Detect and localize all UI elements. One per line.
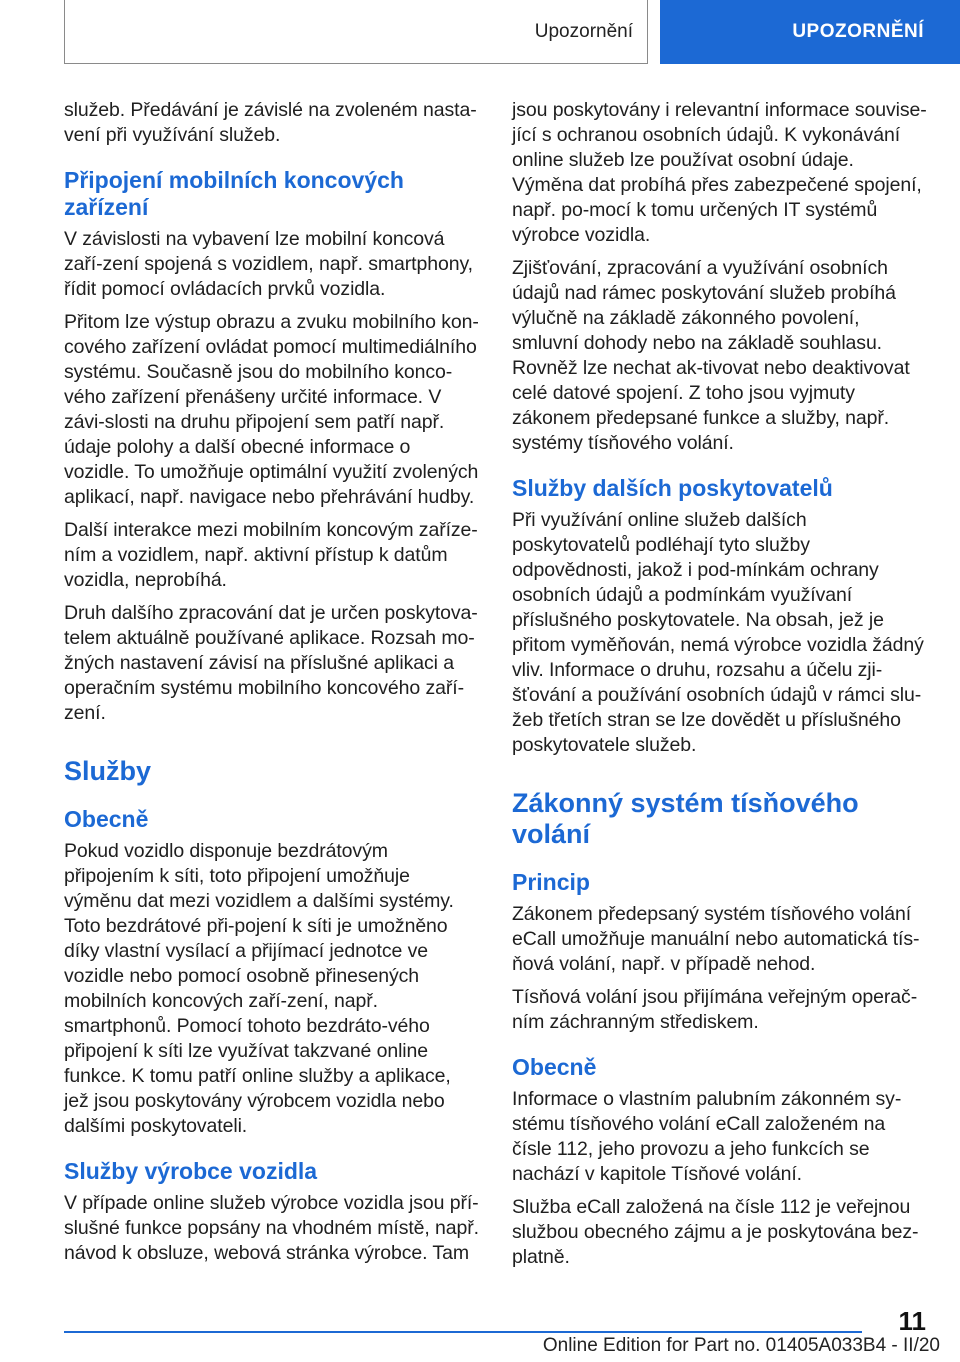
paragraph: Při využívání online služeb dalších poskytovatelů podléhají tyto služby odpovědnosti, jakož i pod‐mínkám ochrany osobních údajů a podmínkám využívaní příslušného poskytovatele. Na obsah, jež je přitom vyměňován, nemá výrobce vozidla žádný vliv. Informace o druhu, rozsahu a účelu zji‐šťování a používání osobních údajů v rámci slu‐žeb třetích stran se lze dovědět u příslušného poskytovatele služeb. [512,509,924,756]
paragraph: Pokud vozidlo disponuje bezdrátovým připojením k síti, toto připojení umožňuje výměnu dat mezi vozidlem a dalšími systémy. Toto bezdrátové při‐pojení k síti je umožněno díky vlastní vysílací a přijímací jednotce ve vozidle nebo pomocí osobně přinesených mobilních koncových zaří‐zení, např. smartphonů. Pomocí tohoto bezdráto‐vého připojení k síti lze využívat takzvané online funkce. K tomu patří online služby a aplikace, jež jsou poskytovány výrobcem vozidla nebo dalšími poskytovateli. [64,840,454,1137]
heading-services: Služby [64,756,152,786]
footer-divider [64,1331,862,1333]
paragraph: Služba eCall založená na čísle 112 je veřejnou službou obecného zájmu a je poskytována bez‐platně. [512,1196,919,1268]
paragraph: Druh dalšího zpracování dat je určen poskytova‐telem aktuálně používané aplikace. Rozsah mo‐žných nastavení závisí na příslušné aplikaci a operačním systému mobilního koncového zaří‐zení. [64,602,478,724]
paragraph: služeb. Předávání je závislé na zvoleném nasta‐vení při využívání služeb. [64,99,477,146]
heading-third-party-services: Služby dalších poskytovatelů [512,475,833,501]
paragraph: jsou poskytovány i relevantní informace souvise‐jící s ochranou osobních údajů. K vykonávání online služeb lze používat osobní údaje. Výměna dat probíhá přes zabezpečené spojení, např. po‐mocí k tomu určených IT systémů výrobce vozidla. [512,99,927,246]
left-column [64,98,480,1274]
footer-edition: Online Edition for Part no. 01405A033B4 - II/20 [542,1335,940,1356]
chapter-tab: Upozornění [64,0,648,64]
paragraph: V závislosti na vybavení lze mobilní koncová zaří‐zení spojená s vozidlem, např. smartphony, řídit pomocí ovládacích prvků vozidla. [64,228,473,300]
right-column [512,98,928,1278]
paragraph: Zjišťování, zpracování a využívání osobních údajů nad rámec poskytování služeb probíhá výlučně na základě zákonného povolení, smluvní dohody nebo na základě souhlasu. Rovněž lze nechat ak‐tivovat nebo deaktivovat celé datové spojení. Z toho jsou vyjmuty zákonem předepsané funkce a služby, např. systémy tísňového volání. [512,257,910,454]
page-header [0,0,960,66]
paragraph: Přitom lze výstup obrazu a zvuku mobilního kon‐cového zařízení ovládat pomocí multimediálního systému. Současně jsou do mobilního konco‐vého zařízení přenášeny určité informace. V závi‐slosti na druhu připojení sem patří např. údaje polohy a další obecné informace o vozidle. To umožňuje optimální využití zvolených aplikací, např. navigace nebo přehrávání hudby. [64,311,479,508]
heading-ecall: Zákonný systém tísňového volání [512,788,859,849]
paragraph: Další interakce mezi mobilním koncovým zaříze‐ním a vozidlem, např. aktivní přístup k datům vozidla, neprobíhá. [64,519,478,591]
page-number: 11 [898,1306,926,1336]
paragraph: Informace o vlastním palubním zákonném sy‐stému tísňového volání eCall založeném na čísle 112, jeho provozu a jeho funkcích se nachází v kapitole Tísňové volání. [512,1088,902,1185]
paragraph: Tísňová volání jsou přijímána veřejným operač‐ním záchranným střediskem. [512,986,918,1033]
heading-general: Obecně [512,1054,597,1080]
paragraph: Zákonem předepsaný systém tísňového volání eCall umožňuje manuální nebo automatická tís‐ňová volání, např. v případě nehod. [512,903,920,975]
heading-manufacturer-services: Služby výrobce vozidla [64,1158,318,1184]
heading-principle: Princip [512,869,590,895]
heading-general: Obecně [64,806,149,832]
heading-mobile-devices: Připojení mobilních koncových zařízení [64,167,404,220]
paragraph: V případe online služeb výrobce vozidla jsou pří‐slušné funkce popsány na vhodném místě, např. návod k obsluze, webová stránka výrobce. Tam [64,1192,479,1264]
section-tab: UPOZORNĚNÍ [660,0,960,64]
